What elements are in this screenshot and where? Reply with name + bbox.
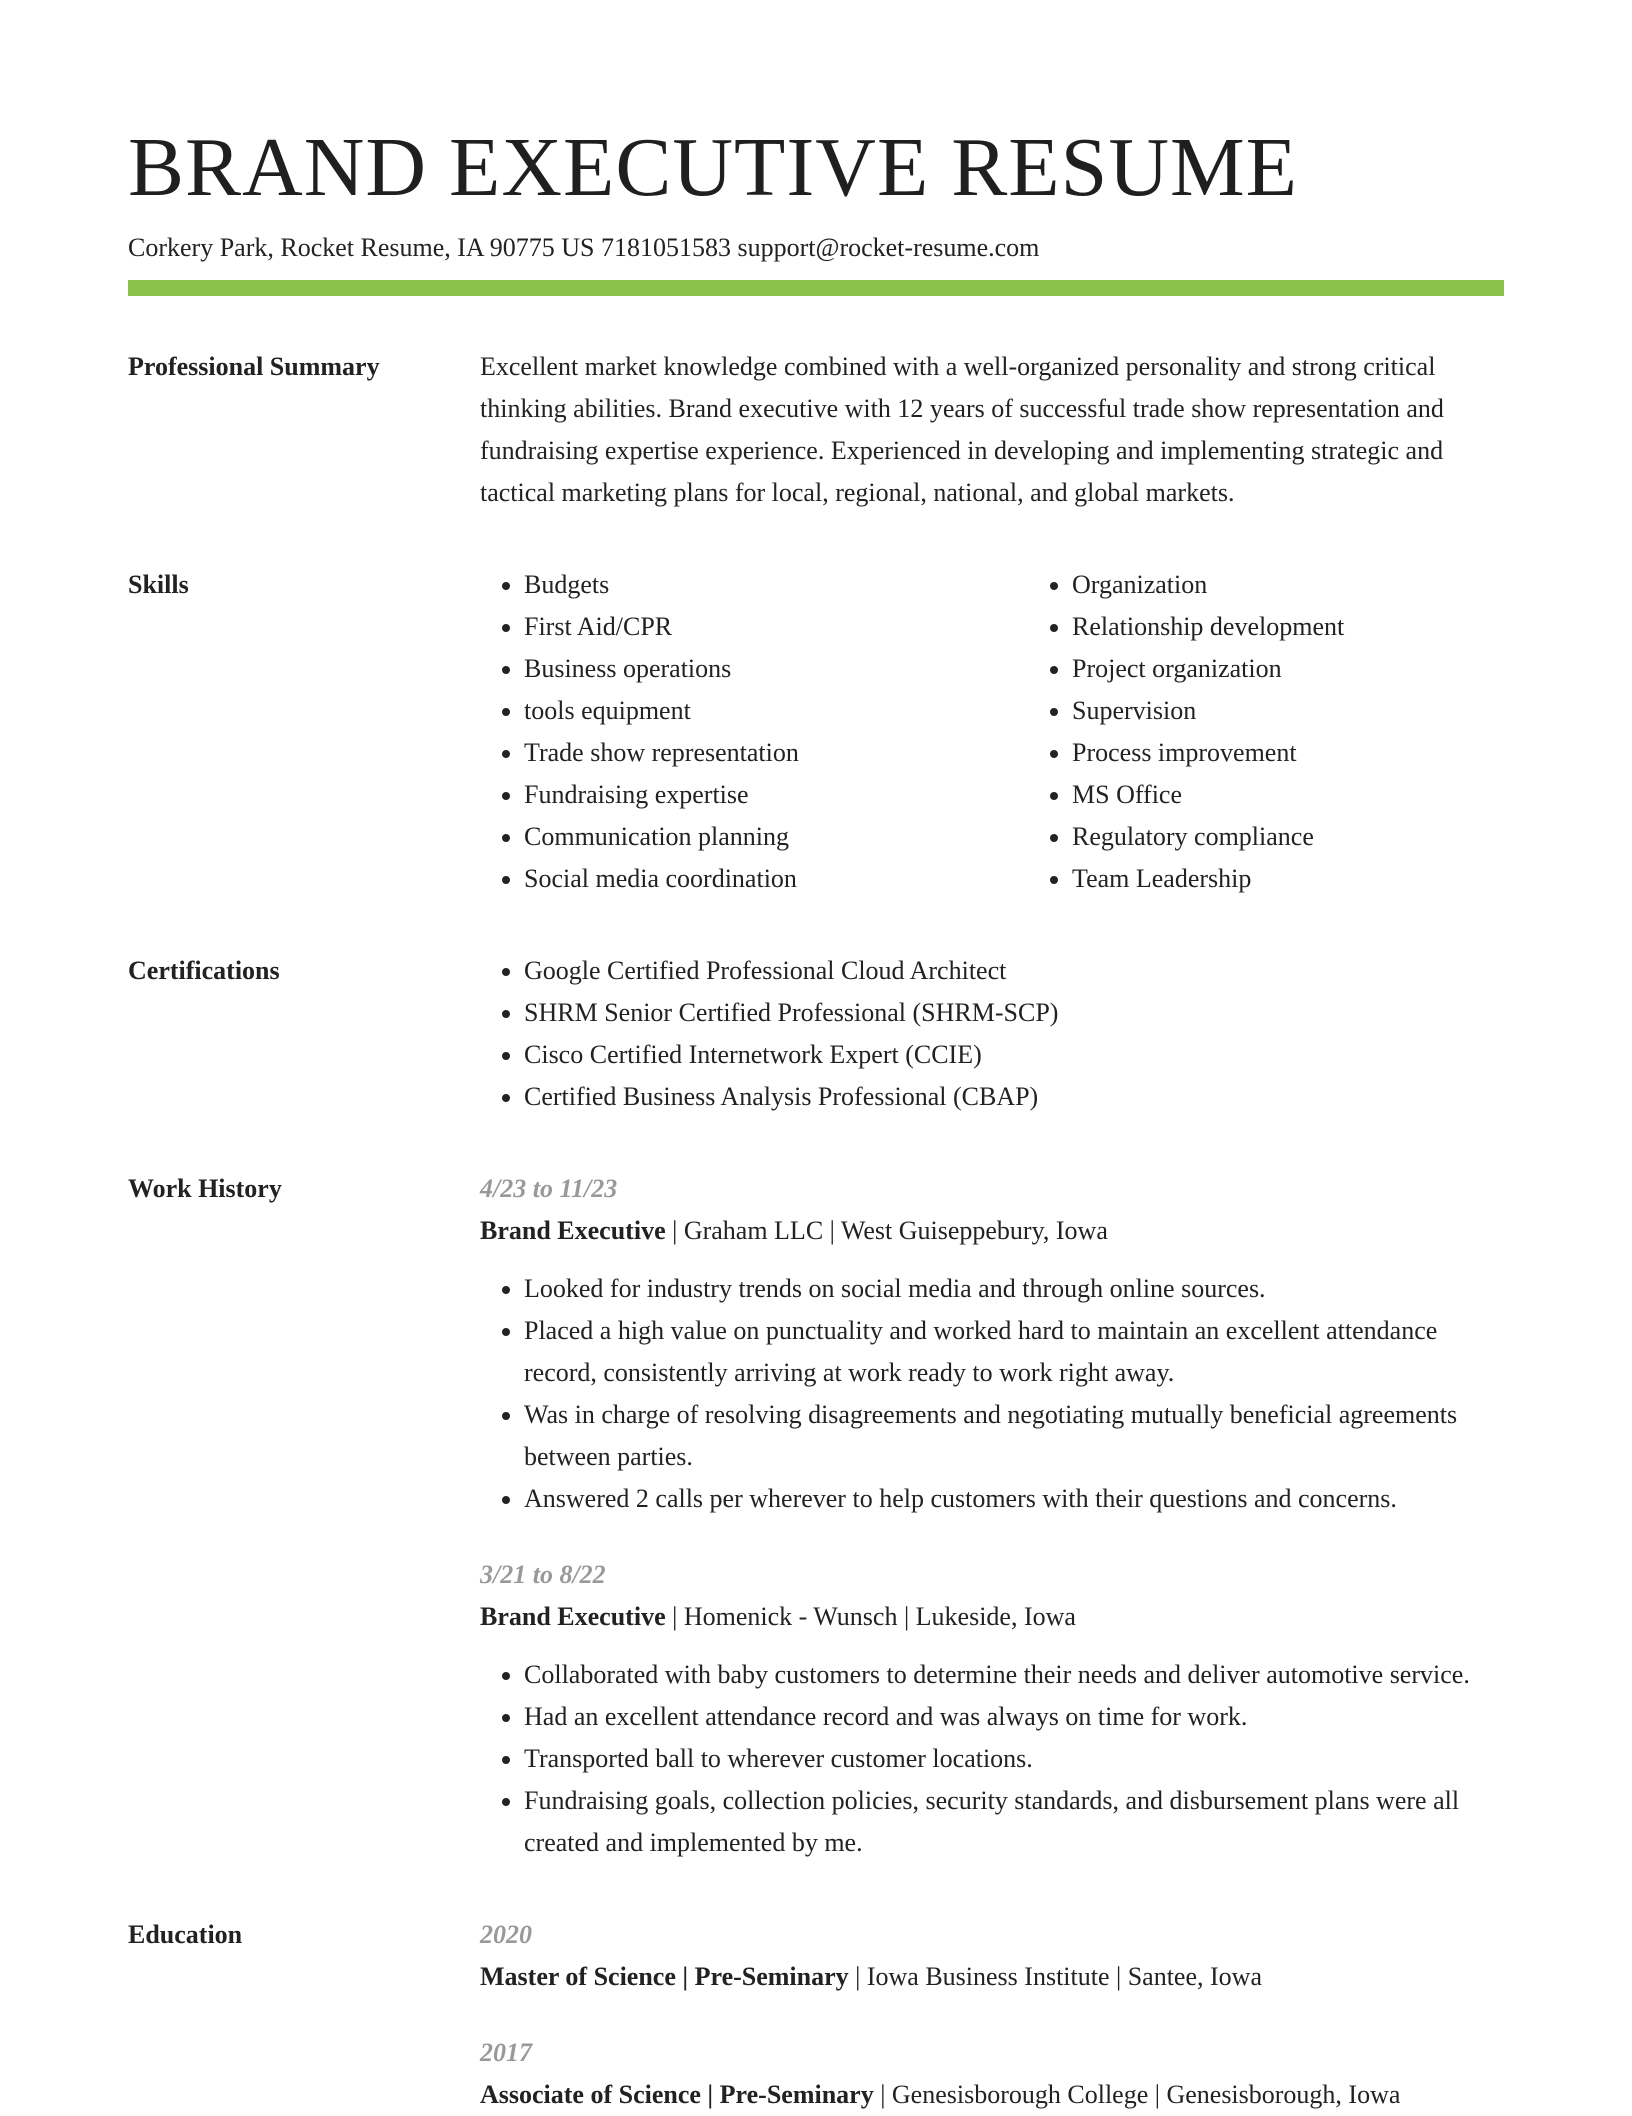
- skills-list-left: [480, 564, 1028, 900]
- work-history-section: [128, 1168, 1504, 1864]
- accent-divider: [128, 280, 1504, 296]
- skill-item: • Process improvement: [1072, 732, 1576, 774]
- certification-item: • SHRM Senior Certified Professional (SHRM-SCP): [524, 992, 1504, 1034]
- job-bullet: • Collaborated with baby customers to determine their needs and deliver automotive service.: [524, 1654, 1504, 1696]
- job-bullet: • Looked for industry trends on social media and through online sources.: [524, 1268, 1504, 1310]
- skill-item: • MS Office: [1072, 774, 1576, 816]
- education-entry: [480, 2032, 1504, 2116]
- summary-text: Excellent market knowledge combined with a well-organized personality and strong critical thinking abilities. Brand executive with 12 years of successful trade show representation and fundraising expertise experience. Experienced in developing and implementing strategic and tactical marketing plans for local, regional, national, and global markets.: [480, 352, 1444, 507]
- section-label-skills: Skills: [128, 570, 189, 599]
- skill-item: • Project organization: [1072, 648, 1576, 690]
- skill-item: • Communication planning: [524, 816, 1028, 858]
- job-bullet: • Placed a high value on punctuality and worked hard to maintain an excellent attendance record, consistently arriving at work ready to work right away.: [524, 1310, 1504, 1394]
- education-degree: Associate of Science | Pre-Seminary: [480, 2080, 874, 2109]
- skill-item: • Regulatory compliance: [1072, 816, 1576, 858]
- education-entry: [480, 1914, 1504, 1998]
- job-bullets: [480, 1654, 1504, 1864]
- education-section: [128, 1914, 1504, 2116]
- job-bullet: • Fundraising goals, collection policies, security standards, and disbursement plans were all created and implemented by me.: [524, 1780, 1504, 1864]
- skills-content: [480, 564, 1576, 900]
- job-bullet: • Was in charge of resolving disagreements and negotiating mutually beneficial agreements between parties.: [524, 1394, 1504, 1478]
- job-heading: [480, 1596, 1504, 1638]
- skill-item: • Organization: [1072, 564, 1576, 606]
- section-label-certifications: Certifications: [128, 956, 280, 985]
- job-entry: [480, 1168, 1504, 1520]
- education-year: 2017: [480, 2038, 532, 2067]
- job-details: | Graham LLC | West Guiseppebury, Iowa: [665, 1216, 1108, 1245]
- certifications-list: [480, 950, 1504, 1118]
- job-bullet: • Answered 2 calls per wherever to help customers with their questions and concerns.: [524, 1478, 1504, 1520]
- education-content: [480, 1914, 1504, 2116]
- contact-line: Corkery Park, Rocket Resume, IA 90775 US 7181051583 support@rocket-resume.com: [128, 233, 1040, 262]
- resume-page: [128, 118, 1504, 2116]
- skill-item: • Fundraising expertise: [524, 774, 1028, 816]
- job-bullet: • Transported ball to wherever customer locations.: [524, 1738, 1504, 1780]
- education-degree: Master of Science | Pre-Seminary: [480, 1962, 849, 1991]
- section-label-education: Education: [128, 1920, 243, 1949]
- education-heading: [480, 1956, 1504, 1998]
- job-bullet: • Had an excellent attendance record and was always on time for work.: [524, 1696, 1504, 1738]
- skill-item: • Supervision: [1072, 690, 1576, 732]
- section-label-summary: Professional Summary: [128, 352, 380, 381]
- resume-title: BRAND EXECUTIVE RESUME: [128, 121, 1298, 214]
- section-label-work-history: Work History: [128, 1174, 282, 1203]
- certification-item: • Google Certified Professional Cloud Architect: [524, 950, 1504, 992]
- job-entry: [480, 1554, 1504, 1864]
- skill-item: • tools equipment: [524, 690, 1028, 732]
- skill-item: • Team Leadership: [1072, 858, 1576, 900]
- job-dates: 4/23 to 11/23: [480, 1174, 618, 1203]
- skill-item: • First Aid/CPR: [524, 606, 1028, 648]
- skill-item: • Business operations: [524, 648, 1028, 690]
- skill-item: • Relationship development: [1072, 606, 1576, 648]
- certifications-content: [480, 950, 1504, 1118]
- job-title: Brand Executive: [480, 1602, 666, 1631]
- skill-item: • Social media coordination: [524, 858, 1028, 900]
- certification-item: • Certified Business Analysis Professional (CBAP): [524, 1076, 1504, 1118]
- job-title: Brand Executive: [480, 1216, 666, 1245]
- certification-item: • Cisco Certified Internetwork Expert (CCIE): [524, 1034, 1504, 1076]
- job-details: | Homenick - Wunsch | Lukeside, Iowa: [665, 1602, 1076, 1631]
- skills-section: [128, 564, 1504, 900]
- job-bullets: [480, 1268, 1504, 1520]
- education-heading: [480, 2074, 1504, 2116]
- job-heading: [480, 1210, 1504, 1252]
- work-history-content: [480, 1168, 1504, 1864]
- skills-list-right: [1028, 564, 1576, 900]
- certifications-section: [128, 950, 1504, 1118]
- education-details: | Iowa Business Institute | Santee, Iowa: [848, 1962, 1262, 1991]
- education-details: | Genesisborough College | Genesisborough, Iowa: [873, 2080, 1401, 2109]
- summary-section: [128, 346, 1504, 514]
- education-year: 2020: [480, 1920, 532, 1949]
- skill-item: • Trade show representation: [524, 732, 1028, 774]
- skill-item: • Budgets: [524, 564, 1028, 606]
- summary-content: [480, 346, 1504, 514]
- job-dates: 3/21 to 8/22: [480, 1560, 606, 1589]
